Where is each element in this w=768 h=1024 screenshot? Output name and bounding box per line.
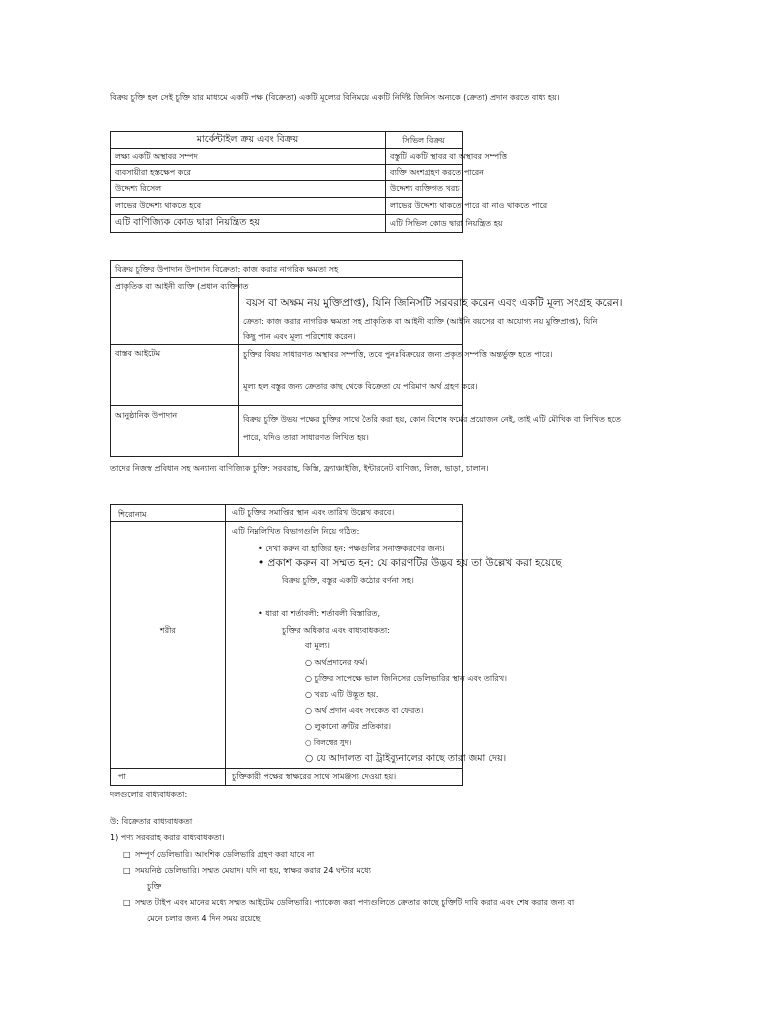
table1-header-right: সিভিল বিক্রয় xyxy=(402,136,445,145)
table1-row-right: এটি সিভিল কোড দ্বারা নিয়ন্ত্রিত হয় xyxy=(390,219,503,228)
obligation-bullet: সম্মত টাইপ এবং মানের মধ্যে সম্মত আইটেম ডেলিভারি। প্যাকেজ করা পণ্যগুলিতে ক্রেতার কাছে চুক্তিটি দাবি করার এবং শেষ করার জন্য বা xyxy=(135,898,575,907)
table2-cell-text: চুক্তির বিষয় সাধারণত অস্থাবর সম্পত্তি, তবে পুনঃবিক্রয়ের জন্য প্রকৃত সম্পত্তি অন্তর্ভুক্ত হতে পারে। xyxy=(243,350,553,359)
bullet-glyph-icon: □ xyxy=(123,850,131,859)
obligation-item: 1) পণ্য সরবরাহ করার বাধ্যবাধকতা। xyxy=(110,833,225,842)
table1-row-right: উদ্দেশ্য ব্যক্তিগত খরচ xyxy=(390,184,460,193)
obligation-bullet: সময়নিষ্ঠ ডেলিভারি। সম্মত মেয়াদ। যদি না হয়, স্বাক্ষর করার 24 ঘন্টার মধ্যে xyxy=(135,866,371,875)
table2-cell-text: বয়স বা অক্ষম নয় মুক্তিপ্রাপ্ত), যিনি জিনিসটি সরবরাহ করেন এবং একটি মূল্য সংগ্রহ করেন। xyxy=(246,297,623,309)
table2-cell-text: বিক্রয় চুক্তি উভয় পক্ষের চুক্তির সাথে তৈরি করা হয়, কোন বিশেষ ফর্মের প্রয়োজন নেই, তাই এটি মৌখিক বা লিখিত হতে xyxy=(243,415,621,424)
table1-row-right: ব্যক্তি অংশগ্রহণ করতে পারেন xyxy=(390,168,484,177)
table2-label-real-item: বাস্তব আইটেম xyxy=(115,349,161,358)
obligations-heading: দলগুলোর বাধ্যবাধকতা: xyxy=(110,790,188,799)
table3-bullet-continued: বা মূল্য। xyxy=(305,641,330,650)
table3-sub-item: ○ যে আদালত বা ট্রাইব্যুনালের কাছে তারা জমা দেয়। xyxy=(305,753,507,764)
table1-row-left: লক্ষ্য একটি অস্থাবর সম্পদ xyxy=(115,152,198,161)
table1-row-left: লাভের উদ্দেশ্য থাকতে হবে xyxy=(115,201,202,210)
table1-row-left: উদ্দেশ্য রিসেল xyxy=(115,184,162,193)
table3-sub-item: ○ লুকানো ক্রটির প্রতিকার। xyxy=(305,722,391,731)
obligation-bullet-continued: চুক্তি xyxy=(147,882,162,891)
seller-obligations-heading: উ: বিক্রেতার বাধ্যবাধকতা xyxy=(110,817,193,826)
table3-bullet: • প্রকাশ করুন বা সম্মত হন: যে কারণটির উদ্ভব হয় তা উল্লেখ করা হয়েছে xyxy=(258,557,562,569)
table3-foot-text: চুক্তিকারী পক্ষের স্বাক্ষরের সাথে সামঞ্জস্য দেওয়া হয়। xyxy=(232,772,397,781)
table3-title-text: এটি চুক্তির সমাপ্তির স্থান এবং তারিখ উল্লেখ করবে। xyxy=(232,508,395,517)
table3-sub-item: ○ অর্থ প্রদান এবং সংকেত বা ফেরত। xyxy=(305,706,424,715)
table2-cell-text: পারে, যদিও তারা সাধারণত লিখিত হয়। xyxy=(243,433,369,442)
table3-bullet-continued: চুক্তির অধিকার এবং বাধ্যবাধকতা: xyxy=(282,626,390,635)
table3-sub-item: ○ বিলম্বের সুদ। xyxy=(305,738,352,747)
table1-row-left: এটি বাণিজ্যিক কোড দ্বারা নিয়ন্ত্রিত হয় xyxy=(115,217,260,228)
table3-bullet: • দেখা করুন বা হাজির হন: পক্ষগুলির সনাক্তকরণের জন্য। xyxy=(258,544,445,553)
table3-label-body: শরীর xyxy=(160,626,176,635)
table1-row-left: ব্যবসায়ীরা হস্তক্ষেপ করে xyxy=(115,168,191,177)
table3-sub-item: ○ খরচ এটি উদ্ভূত হয়. xyxy=(305,690,379,699)
table3-bullet: • ধারা বা শর্তাবলী: শর্তাবলী বিস্তারিত, xyxy=(258,609,380,618)
table2-label-natural-person: প্রাকৃতিক বা আইনী ব্যক্তি (প্রধান ব্যক্তিগত xyxy=(115,282,249,291)
table1-row-right: বস্তুটি একটি স্থাবর বা অস্থাবর সম্পত্তি xyxy=(390,152,508,161)
obligation-bullet: সম্পূর্ণ ডেলিভারি। আংশিক ডেলিভারি গ্রহণ করা যাবে না xyxy=(135,850,315,859)
obligation-bullet-continued: মেনে চলার জন্য 4 দিন সময় রয়েছে xyxy=(147,914,261,923)
table2-cell-text: মূল্য হল বস্তুর জন্য ক্রেতার কাছ থেকে বিক্রেতা যে পরিমাণ অর্থ গ্রহণ করে। xyxy=(243,382,478,391)
bullet-glyph-icon: □ xyxy=(123,898,131,907)
table2-label-formal-element: আনুষ্ঠানিক উপাদান xyxy=(115,411,178,420)
table2-cell-text: কিছু পান এবং মূল্য পরিশোধ করেন। xyxy=(243,332,356,341)
other-contracts-text: তাদের নিজস্ব প্রবিধান সহ অন্যান্য বাণিজ্যিক চুক্তি: সরবরাহ, কিস্তি, ফ্র্যাঞ্চাইজি, ইন্টারনেট বাণিজ্য, লিজ, ভাড়া, চালান। xyxy=(110,464,489,473)
table3-sub-item: ○ অর্থপ্রদানের ফর্ম। xyxy=(305,658,368,667)
table1-row-right: লাভের উদ্দেশ্য থাকতে পারে বা নাও থাকতে পারে xyxy=(390,201,548,210)
table2-header: বিক্রয় চুক্তির উপাদান উপাদান বিক্রেতা: কাজ করার নাগরিক ক্ষমতা সহ xyxy=(115,265,339,274)
table3-bullet-continued: বিক্রয় চুক্তি, বস্তুর একটি কঠোর বর্ণনা সহ। xyxy=(282,576,414,585)
bullet-glyph-icon: □ xyxy=(123,866,131,875)
table3-label-foot: পা xyxy=(118,772,126,781)
table3-label-title: শিরোনাম xyxy=(118,510,147,519)
table1-header-left: মার্কেন্টাইল ক্রয় এবং বিক্রয় xyxy=(196,134,299,145)
table2-cell-text: ক্রেতা: কাজ করার নাগরিক ক্ষমতা সহ প্রাকৃতিক বা আইনী ব্যক্তি (আইনি বয়সের বা অযোগ্য নয় মুক্তিপ্রাপ্ত), যিনি xyxy=(243,317,598,326)
table3-sub-item: ○ চুক্তির সাপেক্ষে ভাল জিনিসের ডেলিভারির স্থান এবং তারিখ। xyxy=(305,674,507,683)
intro-paragraph: বিক্রয় চুক্তি হল সেই চুক্তি যার মাধ্যমে একটি পক্ষ (বিক্রেতা) একটি মূল্যের বিনিময়ে একটি নির্দিষ্ট জিনিস অন্যকে (ক্রেতা) প্রদান করতে বাধ্য হয়। xyxy=(110,93,560,102)
table3-body-intro: এটি নিম্নলিখিত বিভাগগুলি নিয়ে গঠিত: xyxy=(232,527,360,536)
